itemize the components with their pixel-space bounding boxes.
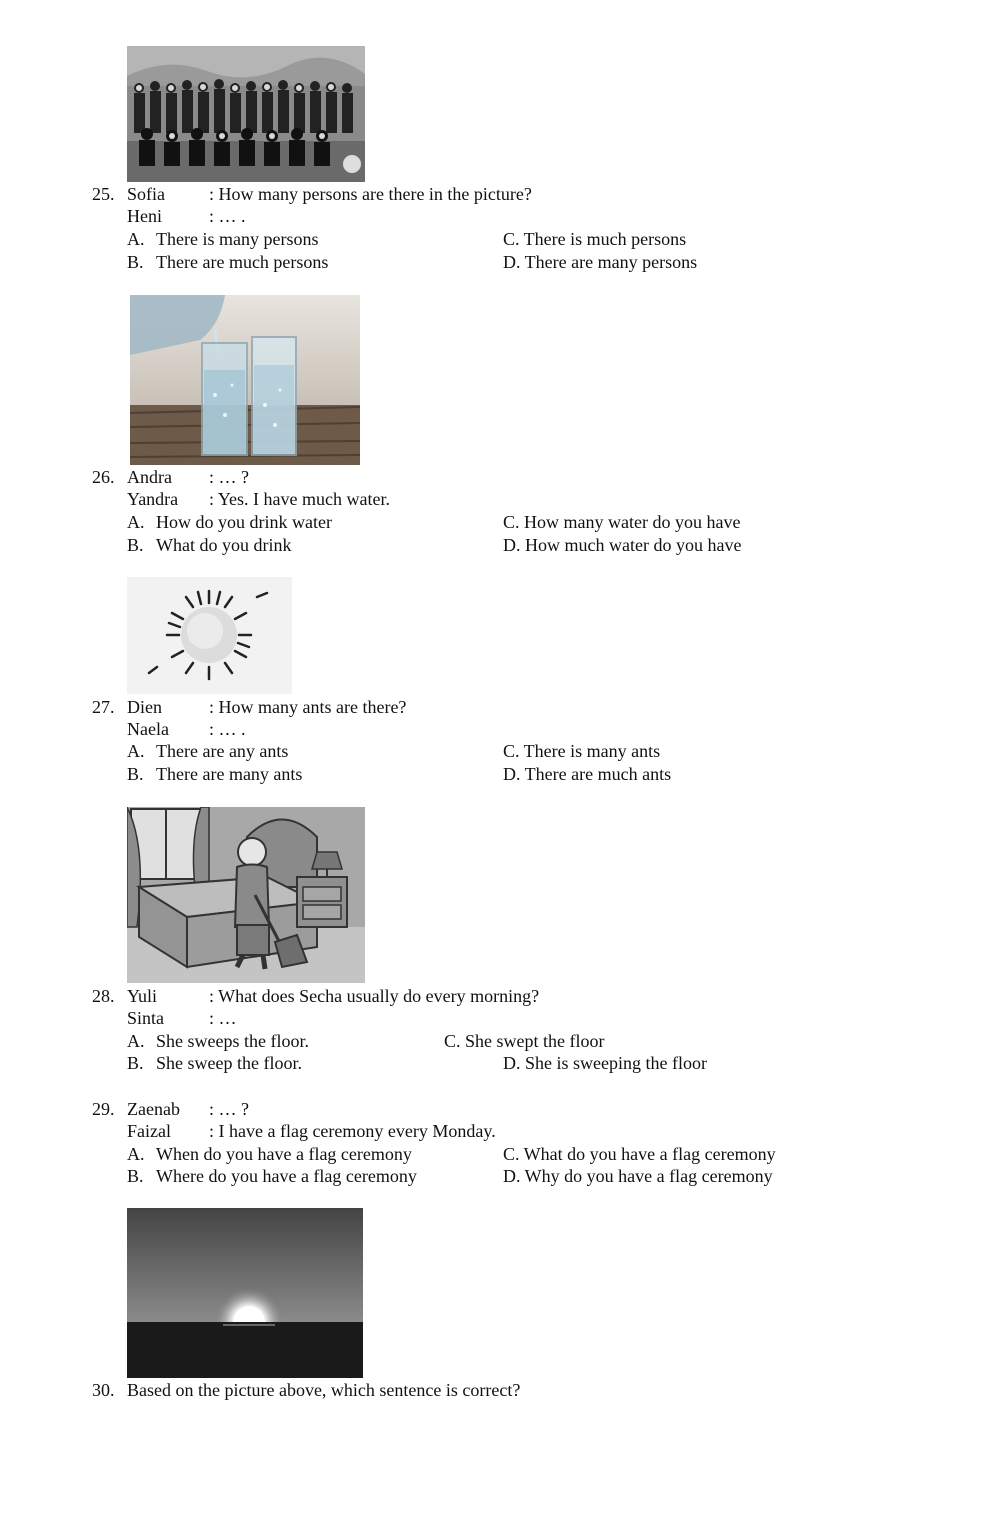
dialog-speaker: Naela xyxy=(127,719,169,739)
option-b[interactable]: What do you drink xyxy=(156,535,292,555)
dialog-line: : How many ants are there? xyxy=(209,697,407,717)
option-c[interactable]: C. What do you have a flag ceremony xyxy=(503,1144,776,1164)
option-letter-b: B. xyxy=(127,1053,144,1073)
option-c[interactable]: C. There is much persons xyxy=(503,229,687,249)
question-number: 26. xyxy=(92,467,115,487)
option-d[interactable]: D. How much water do you have xyxy=(503,535,742,555)
question-number: 25. xyxy=(92,184,115,204)
option-c[interactable]: C. There is many ants xyxy=(503,741,661,761)
option-letter-b: B. xyxy=(127,252,144,272)
option-a[interactable]: How do you drink water xyxy=(156,512,332,532)
option-a[interactable]: There are any ants xyxy=(156,741,289,761)
dialog-speaker: Yuli xyxy=(127,986,158,1006)
dialog-speaker: Yandra xyxy=(127,489,179,509)
ants-sugar-icon xyxy=(127,577,292,694)
option-letter-a: A. xyxy=(127,1031,145,1051)
dialog-line: : What does Secha usually do every morning? xyxy=(209,986,540,1006)
dialog-speaker: Dien xyxy=(127,697,162,717)
dialog-line: : How many persons are there in the picture? xyxy=(209,184,532,204)
dialog-line: : I have a flag ceremony every Monday. xyxy=(209,1121,496,1141)
question-number: 30. xyxy=(92,1380,115,1400)
option-letter-a: A. xyxy=(127,1144,145,1164)
question-prompt: Based on the picture above, which sentence is correct? xyxy=(127,1380,521,1400)
option-letter-a: A. xyxy=(127,512,145,532)
option-a[interactable]: She sweeps the floor. xyxy=(156,1031,309,1051)
option-letter-b: B. xyxy=(127,764,144,784)
water-glasses-icon xyxy=(130,295,360,465)
group-photo-icon xyxy=(127,46,365,182)
sunset-sea-icon xyxy=(127,1208,363,1378)
option-d[interactable]: D. She is sweeping the floor xyxy=(503,1053,707,1073)
dialog-line: : … ? xyxy=(209,467,249,487)
option-b[interactable]: She sweep the floor. xyxy=(156,1053,302,1073)
option-b[interactable]: There are much persons xyxy=(156,252,329,272)
dialog-speaker: Sinta xyxy=(127,1008,165,1028)
option-a[interactable]: When do you have a flag ceremony xyxy=(156,1144,412,1164)
option-b[interactable]: Where do you have a flag ceremony xyxy=(156,1166,417,1186)
option-letter-a: A. xyxy=(127,229,145,249)
option-a[interactable]: There is many persons xyxy=(156,229,319,249)
dialog-speaker: Heni xyxy=(127,206,162,226)
option-b[interactable]: There are many ants xyxy=(156,764,303,784)
option-letter-b: B. xyxy=(127,535,144,555)
option-d[interactable]: D. There are many persons xyxy=(503,252,698,272)
option-d[interactable]: D. There are much ants xyxy=(503,764,672,784)
option-letter-b: B. xyxy=(127,1166,144,1186)
dialog-speaker: Sofia xyxy=(127,184,165,204)
dialog-line: : … . xyxy=(209,206,246,226)
option-c[interactable]: C. How many water do you have xyxy=(503,512,741,532)
dialog-line: : Yes. I have much water. xyxy=(209,489,390,509)
dialog-line: : … . xyxy=(209,719,246,739)
dialog-speaker: Zaenab xyxy=(127,1099,180,1119)
option-c[interactable]: C. She swept the floor xyxy=(444,1031,605,1051)
option-d[interactable]: D. Why do you have a flag ceremony xyxy=(503,1166,773,1186)
option-letter-a: A. xyxy=(127,741,145,761)
dialog-line: : … ? xyxy=(209,1099,249,1119)
question-number: 27. xyxy=(92,697,115,717)
dialog-line: : … xyxy=(209,1008,237,1028)
question-number: 28. xyxy=(92,986,115,1006)
question-number: 29. xyxy=(92,1099,115,1119)
dialog-speaker: Faizal xyxy=(127,1121,171,1141)
bedroom-sweeping-icon xyxy=(127,807,365,983)
dialog-speaker: Andra xyxy=(127,467,172,487)
